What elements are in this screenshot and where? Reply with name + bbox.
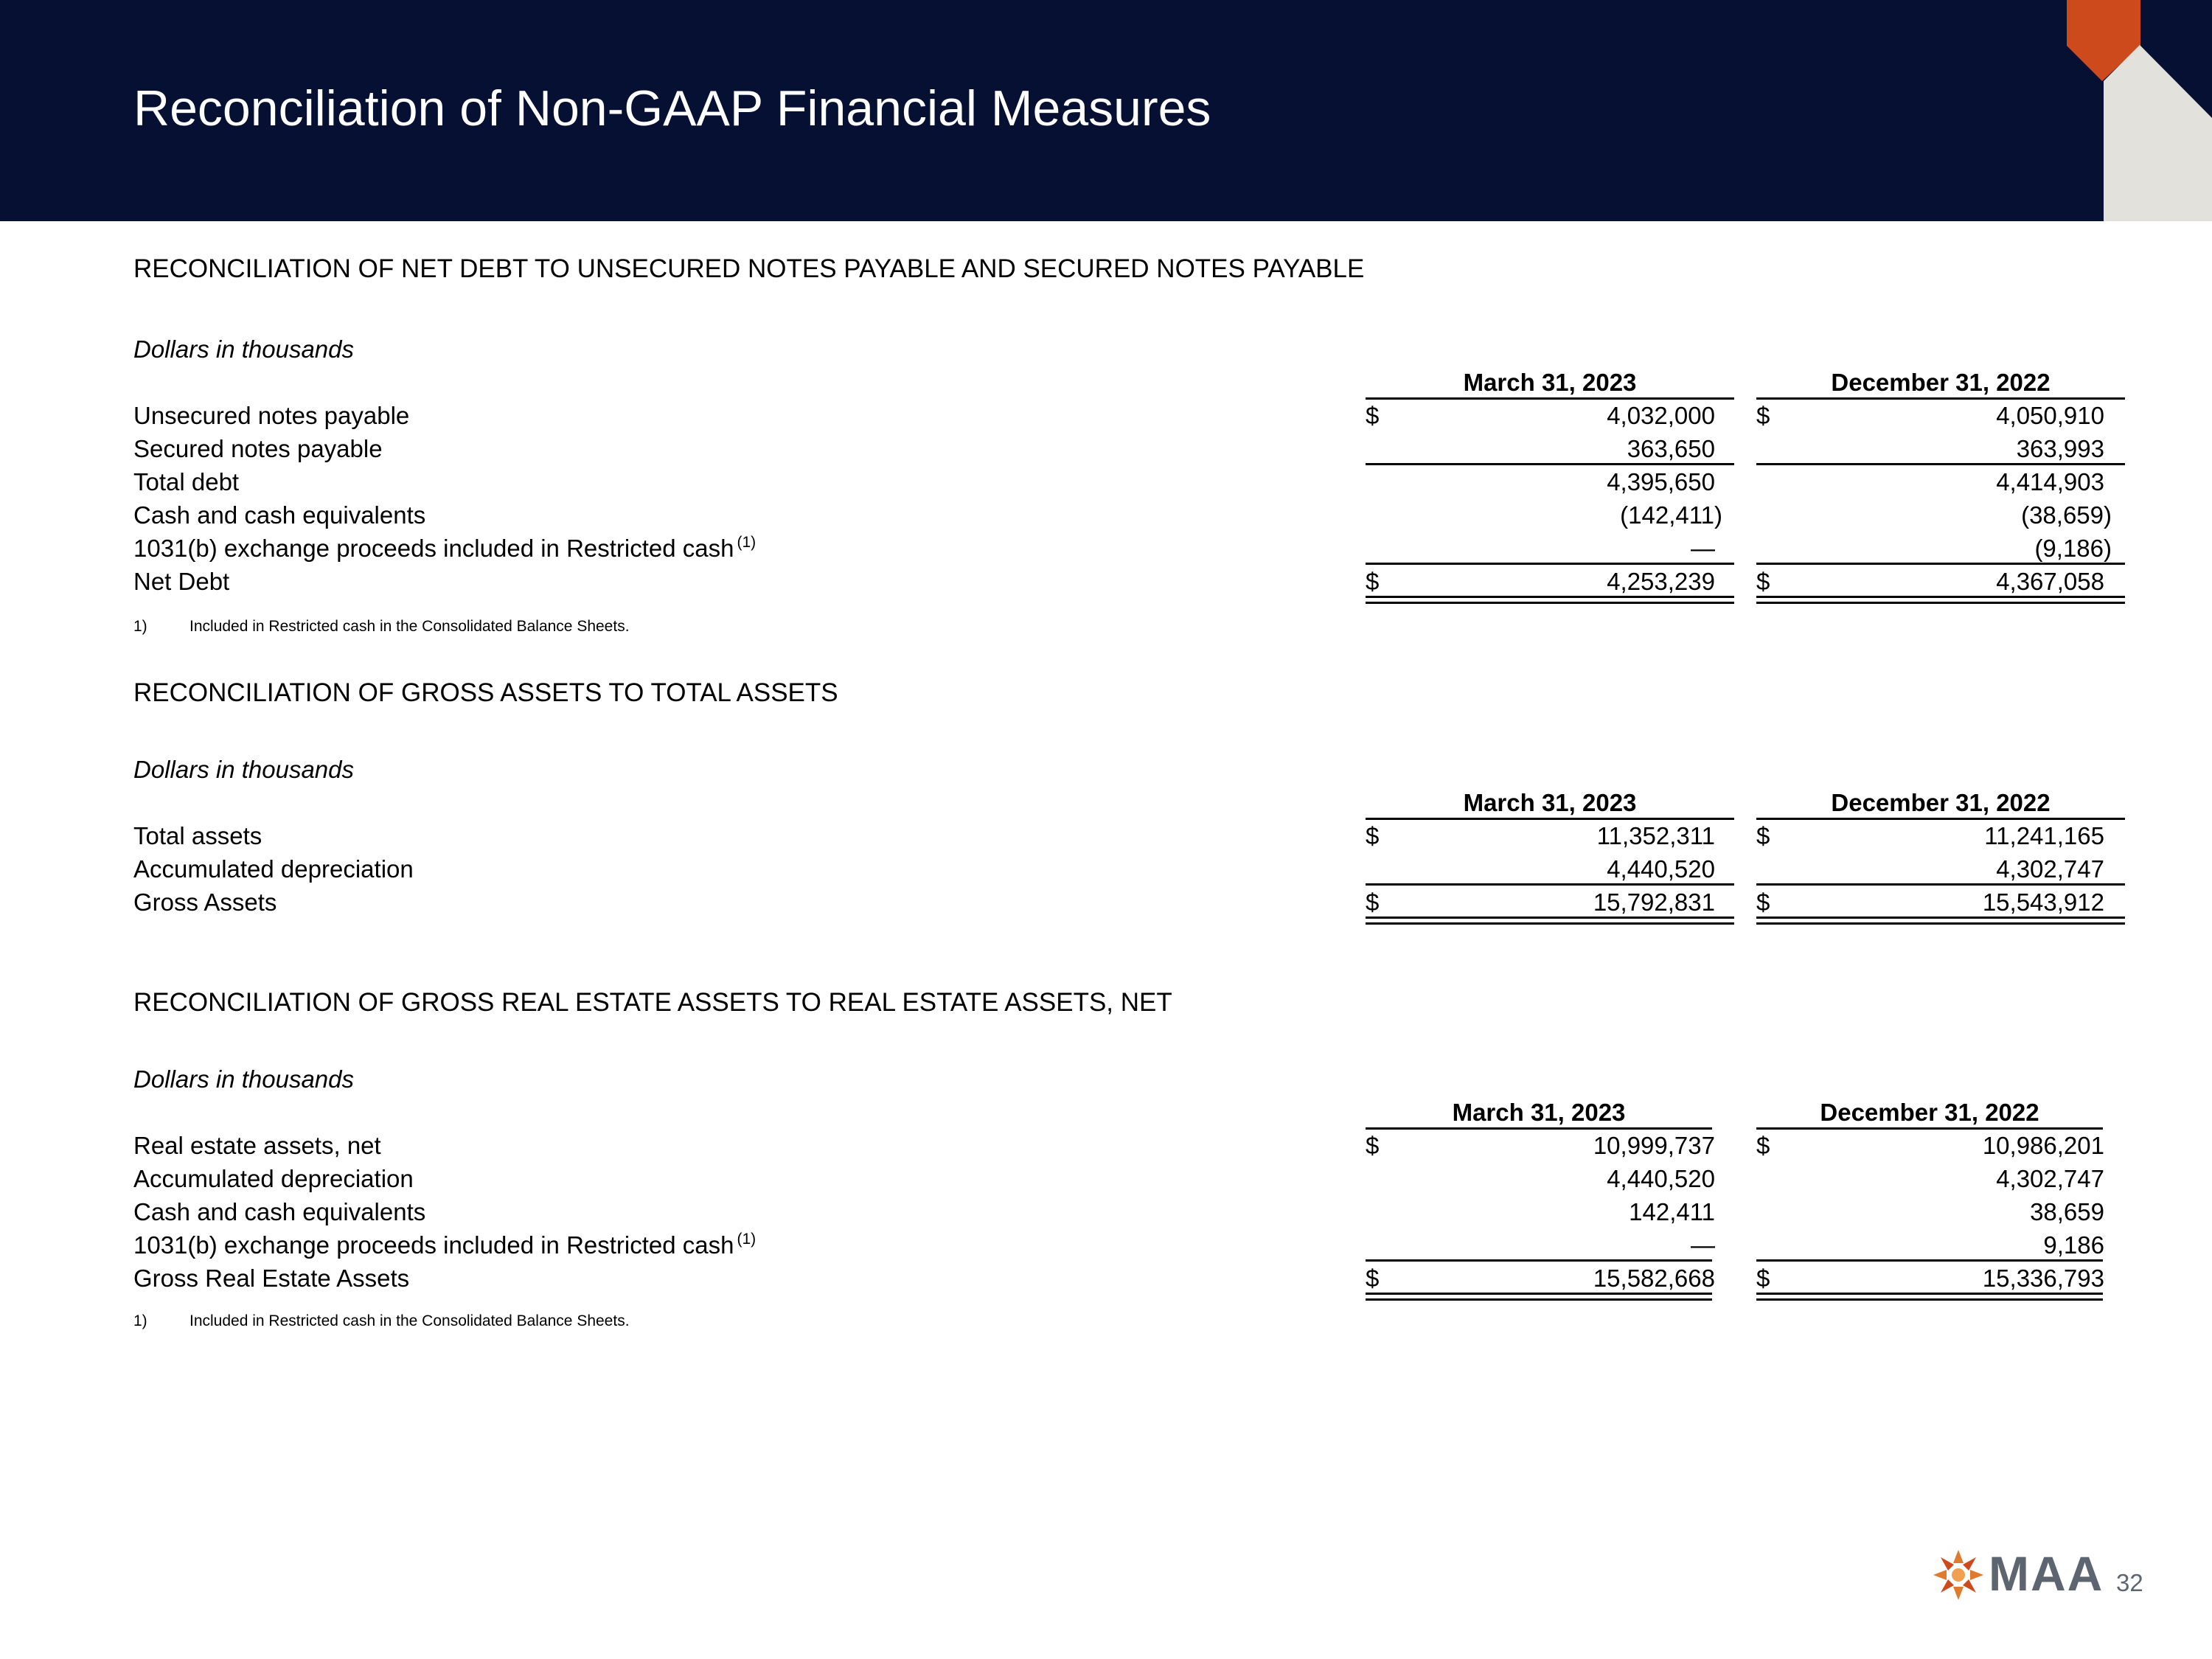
currency-symbol: $ bbox=[1366, 888, 1380, 916]
value-december: 4,302,747 bbox=[1996, 855, 2104, 883]
value-december: 4,302,747 bbox=[1996, 1165, 2104, 1192]
header-banner bbox=[0, 0, 2212, 221]
section-title-gross-real-estate: RECONCILIATION OF GROSS REAL ESTATE ASSETS TO REAL ESTATE ASSETS, NET bbox=[133, 988, 1172, 1017]
value-december: 4,367,058 bbox=[1996, 568, 2104, 595]
row-label: Gross Assets bbox=[133, 888, 277, 916]
column-header-underline bbox=[1366, 818, 1734, 820]
column-header-march: March 31, 2023 bbox=[1463, 369, 1637, 396]
value-december: (9,186) bbox=[2034, 535, 2112, 562]
value-december: (38,659) bbox=[2021, 501, 2112, 529]
row-label: Total debt bbox=[133, 468, 240, 495]
value-march: 4,032,000 bbox=[1607, 402, 1715, 429]
row-label: Gross Real Estate Assets bbox=[133, 1265, 410, 1292]
value-december: 38,659 bbox=[2030, 1198, 2104, 1225]
row-label: Net Debt bbox=[133, 568, 230, 595]
maa-logo-icon bbox=[1932, 1548, 1985, 1601]
footnote-text: Included in Restricted cash in the Consolidated Balance Sheets. bbox=[189, 1312, 630, 1329]
column-header-march: March 31, 2023 bbox=[1463, 789, 1637, 816]
currency-symbol: $ bbox=[1366, 822, 1380, 849]
double-underline bbox=[1756, 596, 2125, 604]
value-march: — bbox=[1691, 1231, 1715, 1259]
section-title-gross-assets: RECONCILIATION OF GROSS ASSETS TO TOTAL ASSETS bbox=[133, 678, 838, 707]
double-underline bbox=[1366, 1293, 1712, 1301]
row-label: Accumulated depreciation bbox=[133, 1165, 414, 1192]
footnote-number: 1) bbox=[133, 618, 147, 635]
currency-symbol: $ bbox=[1756, 402, 1770, 429]
row-label bbox=[133, 1231, 756, 1259]
value-december: 363,993 bbox=[2016, 435, 2104, 462]
column-header-december: December 31, 2022 bbox=[1820, 1099, 2039, 1126]
currency-symbol: $ bbox=[1756, 822, 1770, 849]
total-rule bbox=[1756, 883, 2125, 886]
value-march: 15,792,831 bbox=[1593, 888, 1715, 916]
value-march: — bbox=[1691, 535, 1715, 562]
row-label bbox=[133, 535, 756, 563]
currency-symbol: $ bbox=[1756, 568, 1770, 595]
row-label: Cash and cash equivalents bbox=[133, 1198, 426, 1225]
column-header-underline bbox=[1756, 818, 2125, 820]
column-header-underline bbox=[1366, 397, 1734, 400]
subtotal-rule bbox=[1756, 463, 2125, 465]
value-december: 15,543,912 bbox=[1982, 888, 2104, 916]
column-header-underline bbox=[1366, 1127, 1712, 1130]
double-underline bbox=[1756, 1293, 2103, 1301]
row-label-text: 1031(b) exchange proceeds included in Restricted cash bbox=[133, 535, 734, 562]
footnote-marker: (1) bbox=[737, 1231, 757, 1248]
row-label: Total assets bbox=[133, 822, 262, 849]
row-label: Real estate assets, net bbox=[133, 1132, 381, 1159]
column-header-december: December 31, 2022 bbox=[1831, 789, 2051, 816]
currency-symbol: $ bbox=[1366, 1132, 1380, 1159]
page-title: Reconciliation of Non-GAAP Financial Measures bbox=[133, 80, 1211, 136]
footnote bbox=[133, 618, 630, 636]
units-label: Dollars in thousands bbox=[133, 756, 354, 783]
value-march: 11,352,311 bbox=[1596, 822, 1715, 849]
double-underline bbox=[1366, 596, 1734, 604]
column-header-underline bbox=[1756, 1127, 2103, 1130]
currency-symbol: $ bbox=[1756, 888, 1770, 916]
row-label-text: 1031(b) exchange proceeds included in Restricted cash bbox=[133, 1231, 734, 1259]
subtotal-rule bbox=[1366, 463, 1734, 465]
total-rule bbox=[1366, 1259, 1712, 1262]
currency-symbol: $ bbox=[1756, 1265, 1770, 1292]
value-march: (142,411) bbox=[1620, 501, 1722, 529]
total-rule bbox=[1756, 563, 2125, 565]
currency-symbol: $ bbox=[1756, 1132, 1770, 1159]
currency-symbol: $ bbox=[1366, 402, 1380, 429]
value-december: 10,986,201 bbox=[1982, 1132, 2104, 1159]
column-header-march: March 31, 2023 bbox=[1452, 1099, 1626, 1126]
row-label: Unsecured notes payable bbox=[133, 402, 410, 429]
section-title-net-debt: RECONCILIATION OF NET DEBT TO UNSECURED NOTES PAYABLE AND SECURED NOTES PAYABLE bbox=[133, 254, 1365, 283]
value-march: 4,395,650 bbox=[1607, 468, 1715, 495]
double-underline bbox=[1366, 917, 1734, 925]
column-header-december: December 31, 2022 bbox=[1831, 369, 2051, 396]
units-label: Dollars in thousands bbox=[133, 1065, 354, 1093]
currency-symbol: $ bbox=[1366, 1265, 1380, 1292]
brand-name: MAA bbox=[1989, 1546, 2104, 1601]
row-label: Cash and cash equivalents bbox=[133, 501, 426, 529]
value-march: 4,253,239 bbox=[1607, 568, 1715, 595]
value-december: 4,414,903 bbox=[1996, 468, 2104, 495]
footnote-number: 1) bbox=[133, 1312, 147, 1329]
value-march: 10,999,737 bbox=[1593, 1132, 1715, 1159]
column-header-underline bbox=[1756, 397, 2125, 400]
page-number: 32 bbox=[2116, 1569, 2143, 1596]
double-underline bbox=[1756, 917, 2125, 925]
value-december: 4,050,910 bbox=[1996, 402, 2104, 429]
footnote-text: Included in Restricted cash in the Consolidated Balance Sheets. bbox=[189, 618, 630, 635]
value-march: 363,650 bbox=[1627, 435, 1715, 462]
total-rule bbox=[1366, 883, 1734, 886]
value-march: 142,411 bbox=[1629, 1198, 1715, 1225]
total-rule bbox=[1366, 563, 1734, 565]
value-december: 15,336,793 bbox=[1982, 1265, 2104, 1292]
value-march: 4,440,520 bbox=[1607, 855, 1715, 883]
value-march: 4,440,520 bbox=[1607, 1165, 1715, 1192]
value-december: 9,186 bbox=[2043, 1231, 2104, 1259]
row-label: Secured notes payable bbox=[133, 435, 383, 462]
value-march: 15,582,668 bbox=[1593, 1265, 1715, 1292]
footnote-marker: (1) bbox=[737, 534, 757, 551]
row-label: Accumulated depreciation bbox=[133, 855, 414, 883]
currency-symbol: $ bbox=[1366, 568, 1380, 595]
units-label: Dollars in thousands bbox=[133, 335, 354, 363]
footnote bbox=[133, 1312, 630, 1330]
chevron-decoration-icon bbox=[1991, 0, 2212, 221]
value-december: 11,241,165 bbox=[1984, 822, 2104, 849]
total-rule bbox=[1756, 1259, 2103, 1262]
